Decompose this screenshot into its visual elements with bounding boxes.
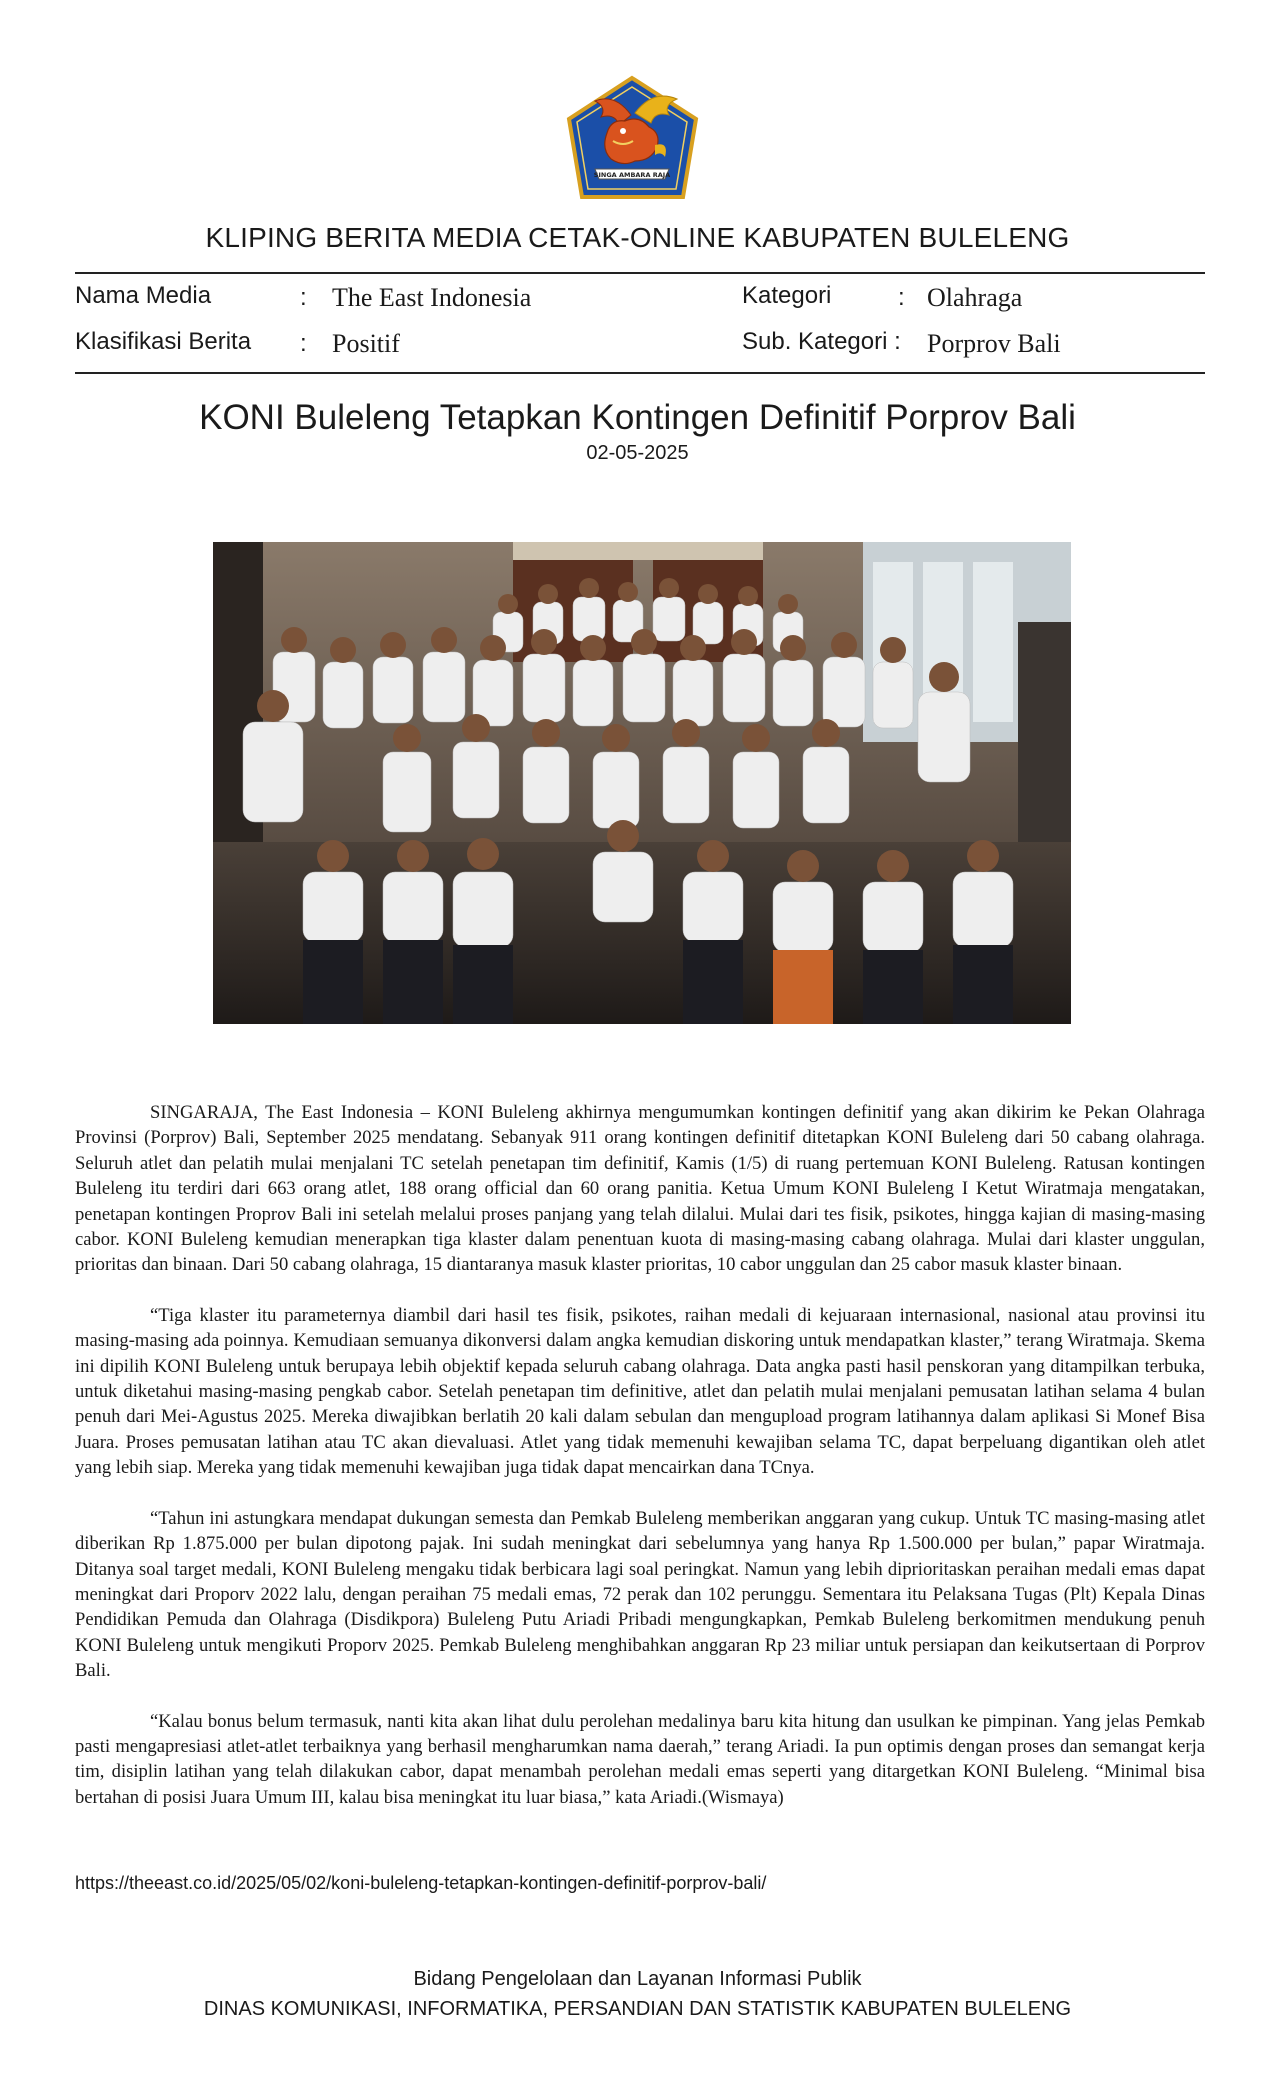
article-title: KONI Buleleng Tetapkan Kontingen Definitif Porprov Bali <box>199 398 1076 437</box>
article-body <box>75 1100 1205 1835</box>
media-name-label: Nama Media <box>75 282 212 309</box>
news-classification-label: Klasifikasi Berita <box>75 328 252 355</box>
news-classification-value: Positif <box>332 329 400 358</box>
category-label: Kategori <box>742 282 832 309</box>
footer-agency: DINAS KOMUNIKASI, INFORMATIKA, PERSANDIAN DAN STATISTIK KABUPATEN BULELENG <box>203 1998 1072 2020</box>
category-colon: : <box>898 284 905 311</box>
header-divider-bottom <box>75 372 1205 374</box>
media-name-colon: : <box>300 284 307 311</box>
sub-category-label: Sub. Kategori : <box>742 328 901 355</box>
buleleng-emblem-logo <box>565 75 700 200</box>
clipping-header-title: KLIPING BERITA MEDIA CETAK-ONLINE KABUPATEN BULELENG <box>205 222 1070 253</box>
media-name-value: The East Indonesia <box>332 283 532 312</box>
article-date: 02-05-2025 <box>586 442 689 464</box>
article-paragraph: “Tiga klaster itu parameternya diambil dari hasil tes fisik, psikotes, raihan medali di kejuaraan internasional, nasional atau provinsi itu masing-masing ada poinnya. Kemudiaan semuanya dikonversi dalam angka kemudian diskoring untuk mendapatkan klaster,” terang Wiratmaja. Skema ini dipilih KONI Buleleng untuk berupaya lebih objektif kepada seluruh cabang olahraga. Data angka pasti hasil penskoran yang ditampilkan terbuka, untuk diketahui masing-masing pengkab cabor. Setelah penetapan tim definitive, atlet dan pelatih mulai menjalani pemusatan latihan selama 4 bulan penuh dari Mei-Agustus 2025. Mereka diwajibkan berlatih 20 kali dalam sebulan dan mengupload program latihannya dalam aplikasi Si Monef Bisa Juara. Proses pemusatan latihan atau TC akan dievaluasi. Atlet yang tidak memenuhi kewajiban selama TC, dapat berpeluang digantikan oleh atlet yang lebih siap. Mereka yang tidak memenuhi kewajiban juga tidak dapat mencairkan dana TCnya. <box>75 1304 1205 1479</box>
sub-category-value: Porprov Bali <box>927 329 1061 358</box>
source-url-link[interactable]: https://theeast.co.id/2025/05/02/koni-buleleng-tetapkan-kontingen-definitif-porprov-bali/ <box>75 1873 767 1893</box>
news-classification-colon: : <box>300 330 307 357</box>
article-paragraph: “Kalau bonus belum termasuk, nanti kita akan lihat dulu perolehan medalinya baru kita hitung dan usulkan ke pimpinan. Yang jelas Pemkab pasti mengapresiasi atlet-atlet terbaiknya yang berhasil mengharumkan nama daerah,” terang Ariadi. Ia pun optimis dengan proses dan semangat kerja tim, disiplin latihan yang telah dilakukan cabor, dapat menambah perolehan medali emas seperti yang ditargetkan KONI Buleleng. “Minimal bisa bertahan di posisi Juara Umum III, kalau bisa meningkat itu luar biasa,” kata Ariadi.(Wismaya) <box>75 1710 1205 1808</box>
header-divider-top <box>75 272 1205 274</box>
footer-division: Bidang Pengelolaan dan Layanan Informasi Publik <box>413 1968 862 1990</box>
logo-motto: SINGA AMBARA RAJA <box>593 171 671 179</box>
group-photo <box>213 542 1071 1024</box>
category-value: Olahraga <box>927 283 1023 312</box>
article-paragraph: “Tahun ini astungkara mendapat dukungan semesta dan Pemkab Buleleng memberikan anggaran yang cukup. Untuk TC masing-masing atlet diberikan Rp 1.875.000 per bulan dipotong pajak. Ini sudah meningkat dari sebelumnya yang hanya Rp 1.500.000 per bulan,” papar Wiratmaja. Ditanya soal target medali, KONI Buleleng mengaku tidak berbicara lagi soal peringkat. Namun yang lebih diprioritaskan peraihan medali emas dapat meningkat dari Proporv 2022 lalu, dengan peraihan 75 medali emas, 72 perak dan 102 perunggu. Sementara itu Pelaksana Tugas (Plt) Kepala Dinas Pendidikan Pemuda dan Olahraga (Disdikpora) Buleleng Putu Ariadi Pribadi mengungkapkan, Pemkab Buleleng berkomitmen mendukung penuh KONI Buleleng untuk mengikuti Proporv 2025. Pemkab Buleleng menghibahkan anggaran Rp 23 miliar untuk persiapan dan keikutsertaan di Porprov Bali. <box>75 1507 1205 1682</box>
article-paragraph: SINGARAJA, The East Indonesia – KONI Buleleng akhirnya mengumumkan kontingen definitif yang akan dikirim ke Pekan Olahraga Provinsi (Porprov) Bali, September 2025 mendatang. Sebanyak 911 orang kontingen definitif ditetapkan KONI Buleleng dari 50 cabang olahraga. Seluruh atlet dan pelatih mulai menjalani TC setelah penetapan tim definitif, Kamis (1/5) di ruang pertemuan KONI Buleleng. Ratusan kontingen Buleleng itu terdiri dari 663 orang atlet, 188 orang official dan 60 orang panitia. Ketua Umum KONI Buleleng I Ketut Wiratmaja mengatakan, penetapan kontingen Proprov Bali ini setelah melalui proses panjang yang telah dilalui. Mulai dari tes fisik, psikotes, hingga kajian di masing-masing cabor. KONI Buleleng kemudian menerapkan tiga klaster dalam penentuan kuota di masing-masing cabang olahraga. Mulai dari klaster unggulan, prioritas dan binaan. Dari 50 cabang olahraga, 15 diantaranya masuk klaster prioritas, 10 cabor unggulan dan 25 cabor masuk klaster binaan. <box>75 1102 1205 1276</box>
